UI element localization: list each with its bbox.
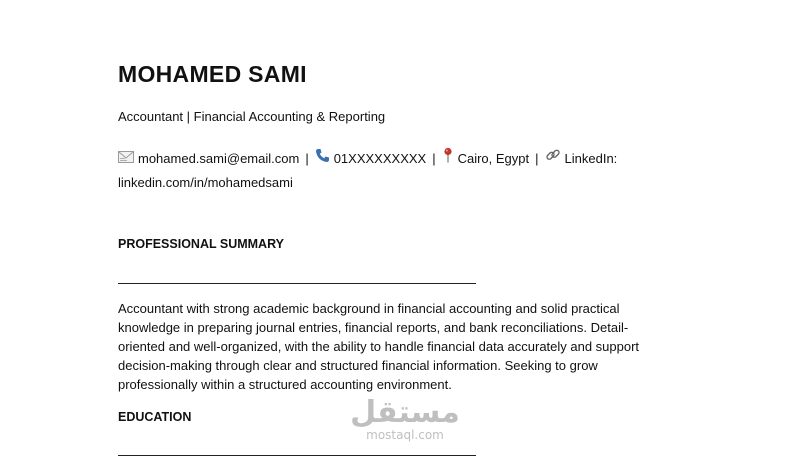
section-divider <box>118 283 476 284</box>
pin-icon <box>442 147 454 170</box>
section-divider <box>118 455 476 456</box>
candidate-name: MOHAMED SAMI <box>118 61 307 87</box>
contact-location: Cairo, Egypt <box>457 151 530 166</box>
watermark-arabic: مستقل <box>350 395 460 430</box>
candidate-title: Accountant | Financial Accounting & Reporting <box>118 109 386 124</box>
contact-separator: | <box>535 151 539 166</box>
contact-email[interactable]: mohamed.sami@email.com <box>138 151 300 166</box>
contact-phone: 01XXXXXXXXX <box>333 151 427 166</box>
summary-text: Accountant with strong academic background in financial accounting and solid practical knowledge in preparing journal entries, financial reports, and bank reconciliations. Detail-oriented and well-organized, with the ability to handle financial data accurately and support decision-making through clear and structured financial information. Seeking to grow professionally within a structured accounting environment. <box>118 301 640 392</box>
envelope-icon <box>118 147 134 170</box>
linkedin-label: LinkedIn: <box>564 151 618 166</box>
watermark-logo <box>350 396 460 442</box>
phone-icon <box>315 147 330 170</box>
section-title-summary: PROFESSIONAL SUMMARY <box>118 237 284 251</box>
watermark-latin: mostaql.com <box>366 428 444 442</box>
contact-info <box>118 147 678 194</box>
link-icon <box>545 147 561 170</box>
section-title-education: EDUCATION <box>118 410 192 424</box>
contact-separator: | <box>305 151 309 166</box>
contact-separator: | <box>432 151 436 166</box>
linkedin-url[interactable]: linkedin.com/in/mohamedsami <box>118 175 293 191</box>
